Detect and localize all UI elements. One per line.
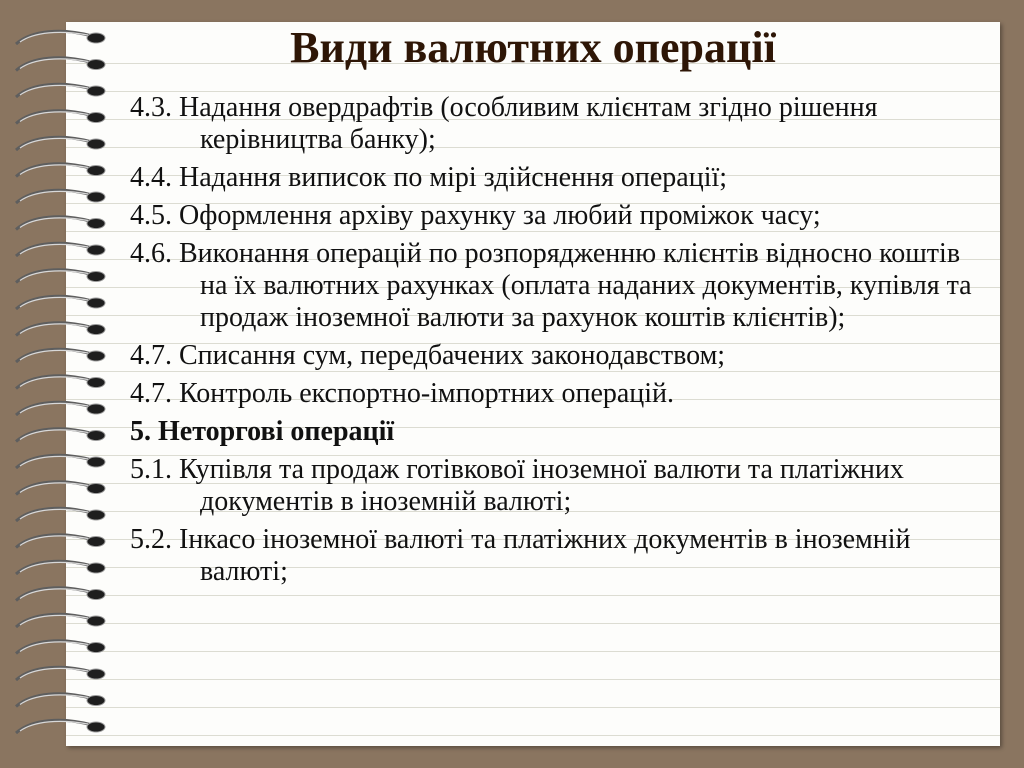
slide-content — [130, 92, 990, 594]
spiral-coil — [16, 455, 105, 468]
spiral-coil — [16, 720, 105, 733]
slide-title: Види валютних операції — [290, 23, 776, 72]
list-item-4-3: 4.3. Надання овердрафтів (особливим клієнтам згідно рішення керівництва банку); — [130, 92, 878, 155]
list-item-4-7-a: 4.7. Списання сум, передбачених законодавством; — [130, 340, 726, 371]
list-item-4-6: 4.6. Виконання операцій по розпорядженню клієнтів відносно коштів на їх валютних рахунках (оплата наданих документів, купівля та продаж іноземної валюти за рахунок коштів клієнтів); — [130, 238, 972, 333]
section-heading-5: 5. Неторгові операції — [130, 416, 395, 447]
spiral-coil — [16, 429, 105, 442]
spiral-coil — [16, 588, 105, 601]
spiral-coil — [16, 641, 105, 654]
spiral-coil — [16, 270, 105, 283]
spiral-coil — [16, 561, 105, 574]
spiral-coil — [16, 137, 105, 150]
spiral-coil — [16, 402, 105, 415]
spiral-coil — [16, 111, 105, 124]
spiral-coil — [16, 694, 105, 707]
list-item-4-5: 4.5. Оформлення архіву рахунку за любий проміжок часу; — [130, 200, 821, 231]
spiral-coil — [16, 217, 105, 230]
spiral-coil — [16, 482, 105, 495]
spiral-coil — [16, 323, 105, 336]
spiral-coil — [16, 243, 105, 256]
list-item-4-4: 4.4. Надання виписок по мірі здійснення операції; — [130, 162, 728, 193]
list-item-4-7-b: 4.7. Контроль експортно-імпортних операцій. — [130, 378, 675, 409]
spiral-coil — [16, 349, 105, 362]
spiral-coil — [16, 614, 105, 627]
list-item-5-1: 5.1. Купівля та продаж готівкової іноземної валюти та платіжних документів в іноземній валюті; — [130, 454, 904, 517]
spiral-coil — [16, 190, 105, 203]
spiral-coil — [16, 164, 105, 177]
spiral-coil — [16, 376, 105, 389]
list-item-5-2: 5.2. Інкасо іноземної валюті та платіжних документів в іноземній валюті; — [130, 524, 911, 587]
spiral-coil — [16, 535, 105, 548]
spiral-coil — [16, 508, 105, 521]
spiral-coil — [16, 296, 105, 309]
spiral-binding-icon — [12, 28, 112, 744]
spiral-coil — [16, 667, 105, 680]
spiral-coil — [16, 84, 105, 97]
